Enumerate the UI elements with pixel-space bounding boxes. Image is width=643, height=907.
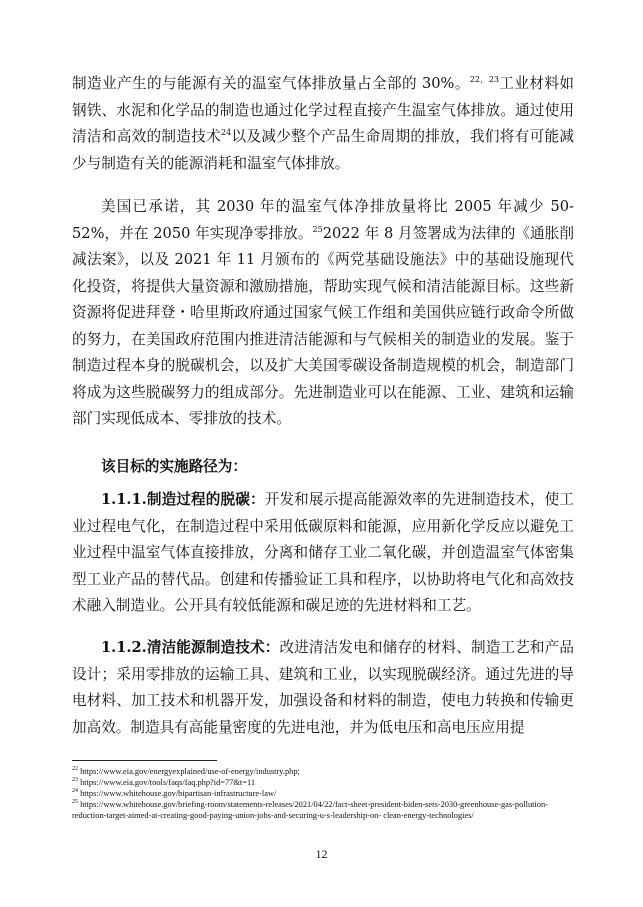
footnote-24 bbox=[72, 788, 582, 799]
footnote-number: 25 bbox=[72, 799, 78, 806]
footnote-link[interactable]: https://www.eia.gov/energyexplained/use-of-energy/industry.php; bbox=[78, 767, 300, 776]
paragraph-text: 制造业产生的与能源有关的温室气体排放量占全部的 30%。 bbox=[72, 75, 470, 92]
paragraph-intro bbox=[72, 71, 574, 177]
page-number: 12 bbox=[315, 847, 328, 861]
paragraph-commitment bbox=[72, 194, 574, 433]
footnote-link[interactable]: https://www.whitehouse.gov/briefing-room/statements-releases/2021/04/22/fact-sheet-president-biden-sets-2030-greenhouse-gas-pollution-reduction-target-aimed-at-creating-good-paying-union-jobs-and-securing-u-s-leadership-on- clean-energy-technologies/ bbox=[72, 800, 548, 821]
footnote-ref[interactable]: 25 bbox=[312, 224, 323, 234]
paragraph-text: 工业材料如钢铁、水泥和化学品的制造也通过化学过程直接产生温室气体排放。通过使用清洁和高效的制造技术 bbox=[72, 75, 575, 145]
paragraph-text: 2022 年 8 月签署成为法律的《通胀削减法案》，以及 2021 年 11 月颁布的《两党基础设施法》中的基础设施现代化投资，将提供大量资源和激励措施，帮助实现气候和清洁能源目标。这些新资源将促进拜登・哈里斯政府通过国家气候工作组和美国供应链行政命令所做的努力，在美国政府范围内推进清洁能源和与气候相关的制造业的发展。鉴于制造过程本身的脱碳机会，以及扩大美国零碳设备制造规模的机会，制造部门将成为这些脱碳努力的组成部分。先进制造业可以在能源、工业、建筑和运输部门实现低成本、零排放的技术。 bbox=[72, 224, 575, 427]
footnote-25 bbox=[72, 799, 582, 822]
paragraph-text: 美国已承诺，其 2030 年的温室气体净排放量将比 2005 年减少 50-52%，并在 2050 年实现净零排放。 bbox=[72, 198, 574, 242]
footnote-number: 22 bbox=[72, 766, 78, 773]
item-title: 1.1.2.清洁能源制造技术： bbox=[101, 639, 280, 656]
footnote-number: 24 bbox=[72, 788, 78, 795]
paragraph-text: 以及减少整个产品生命周期的排放，我们将有可能减少与制造有关的能源消耗和温室气体排放。 bbox=[72, 128, 574, 172]
item-text: 改进清洁发电和储存的材料、制造工艺和产品设计；采用零排放的运输工具、建筑和工业，以实现脱碳经济。通过先进的导电材料、加工技术和机器开发，加强设备和材料的制造，使电力转换和传输更加高效。制造具有高能量密度的先进电池，并为低电压和高电压应用提 bbox=[72, 639, 574, 736]
footnote-divider bbox=[72, 760, 217, 761]
footnote-link[interactable]: https://www.eia.gov/tools/faqs/faq.php?id=77&t=11 bbox=[78, 778, 256, 787]
footnote-ref[interactable]: 24 bbox=[221, 128, 232, 138]
section-heading: 该目标的实施路径为： bbox=[101, 458, 247, 475]
item-clean-energy bbox=[72, 635, 574, 741]
item-decarbonization bbox=[72, 487, 574, 620]
item-title: 1.1.1.制造过程的脱碳： bbox=[101, 491, 265, 508]
footnote-link[interactable]: https://www.whitehouse.gov/bipartisan-infrastructure-law/ bbox=[78, 789, 277, 798]
footnote-22 bbox=[72, 766, 582, 777]
item-text: 开发和展示提高能源效率的先进制造技术，使工业过程电气化，在制造过程中采用低碳原料和能源，应用新化学反应以避免工业过程中温室气体直接排放，分离和储存工业二氧化碳，并创造温室气体密集型工业产品的替代品。创建和传播验证工具和程序，以协助将电气化和高效技术融入制造业。公开具有较低能源和碳足迹的先进材料和工艺。 bbox=[72, 491, 574, 614]
footnote-number: 23 bbox=[72, 777, 78, 784]
footnote-23 bbox=[72, 777, 582, 788]
footnote-ref[interactable]: 22，23 bbox=[469, 75, 500, 85]
